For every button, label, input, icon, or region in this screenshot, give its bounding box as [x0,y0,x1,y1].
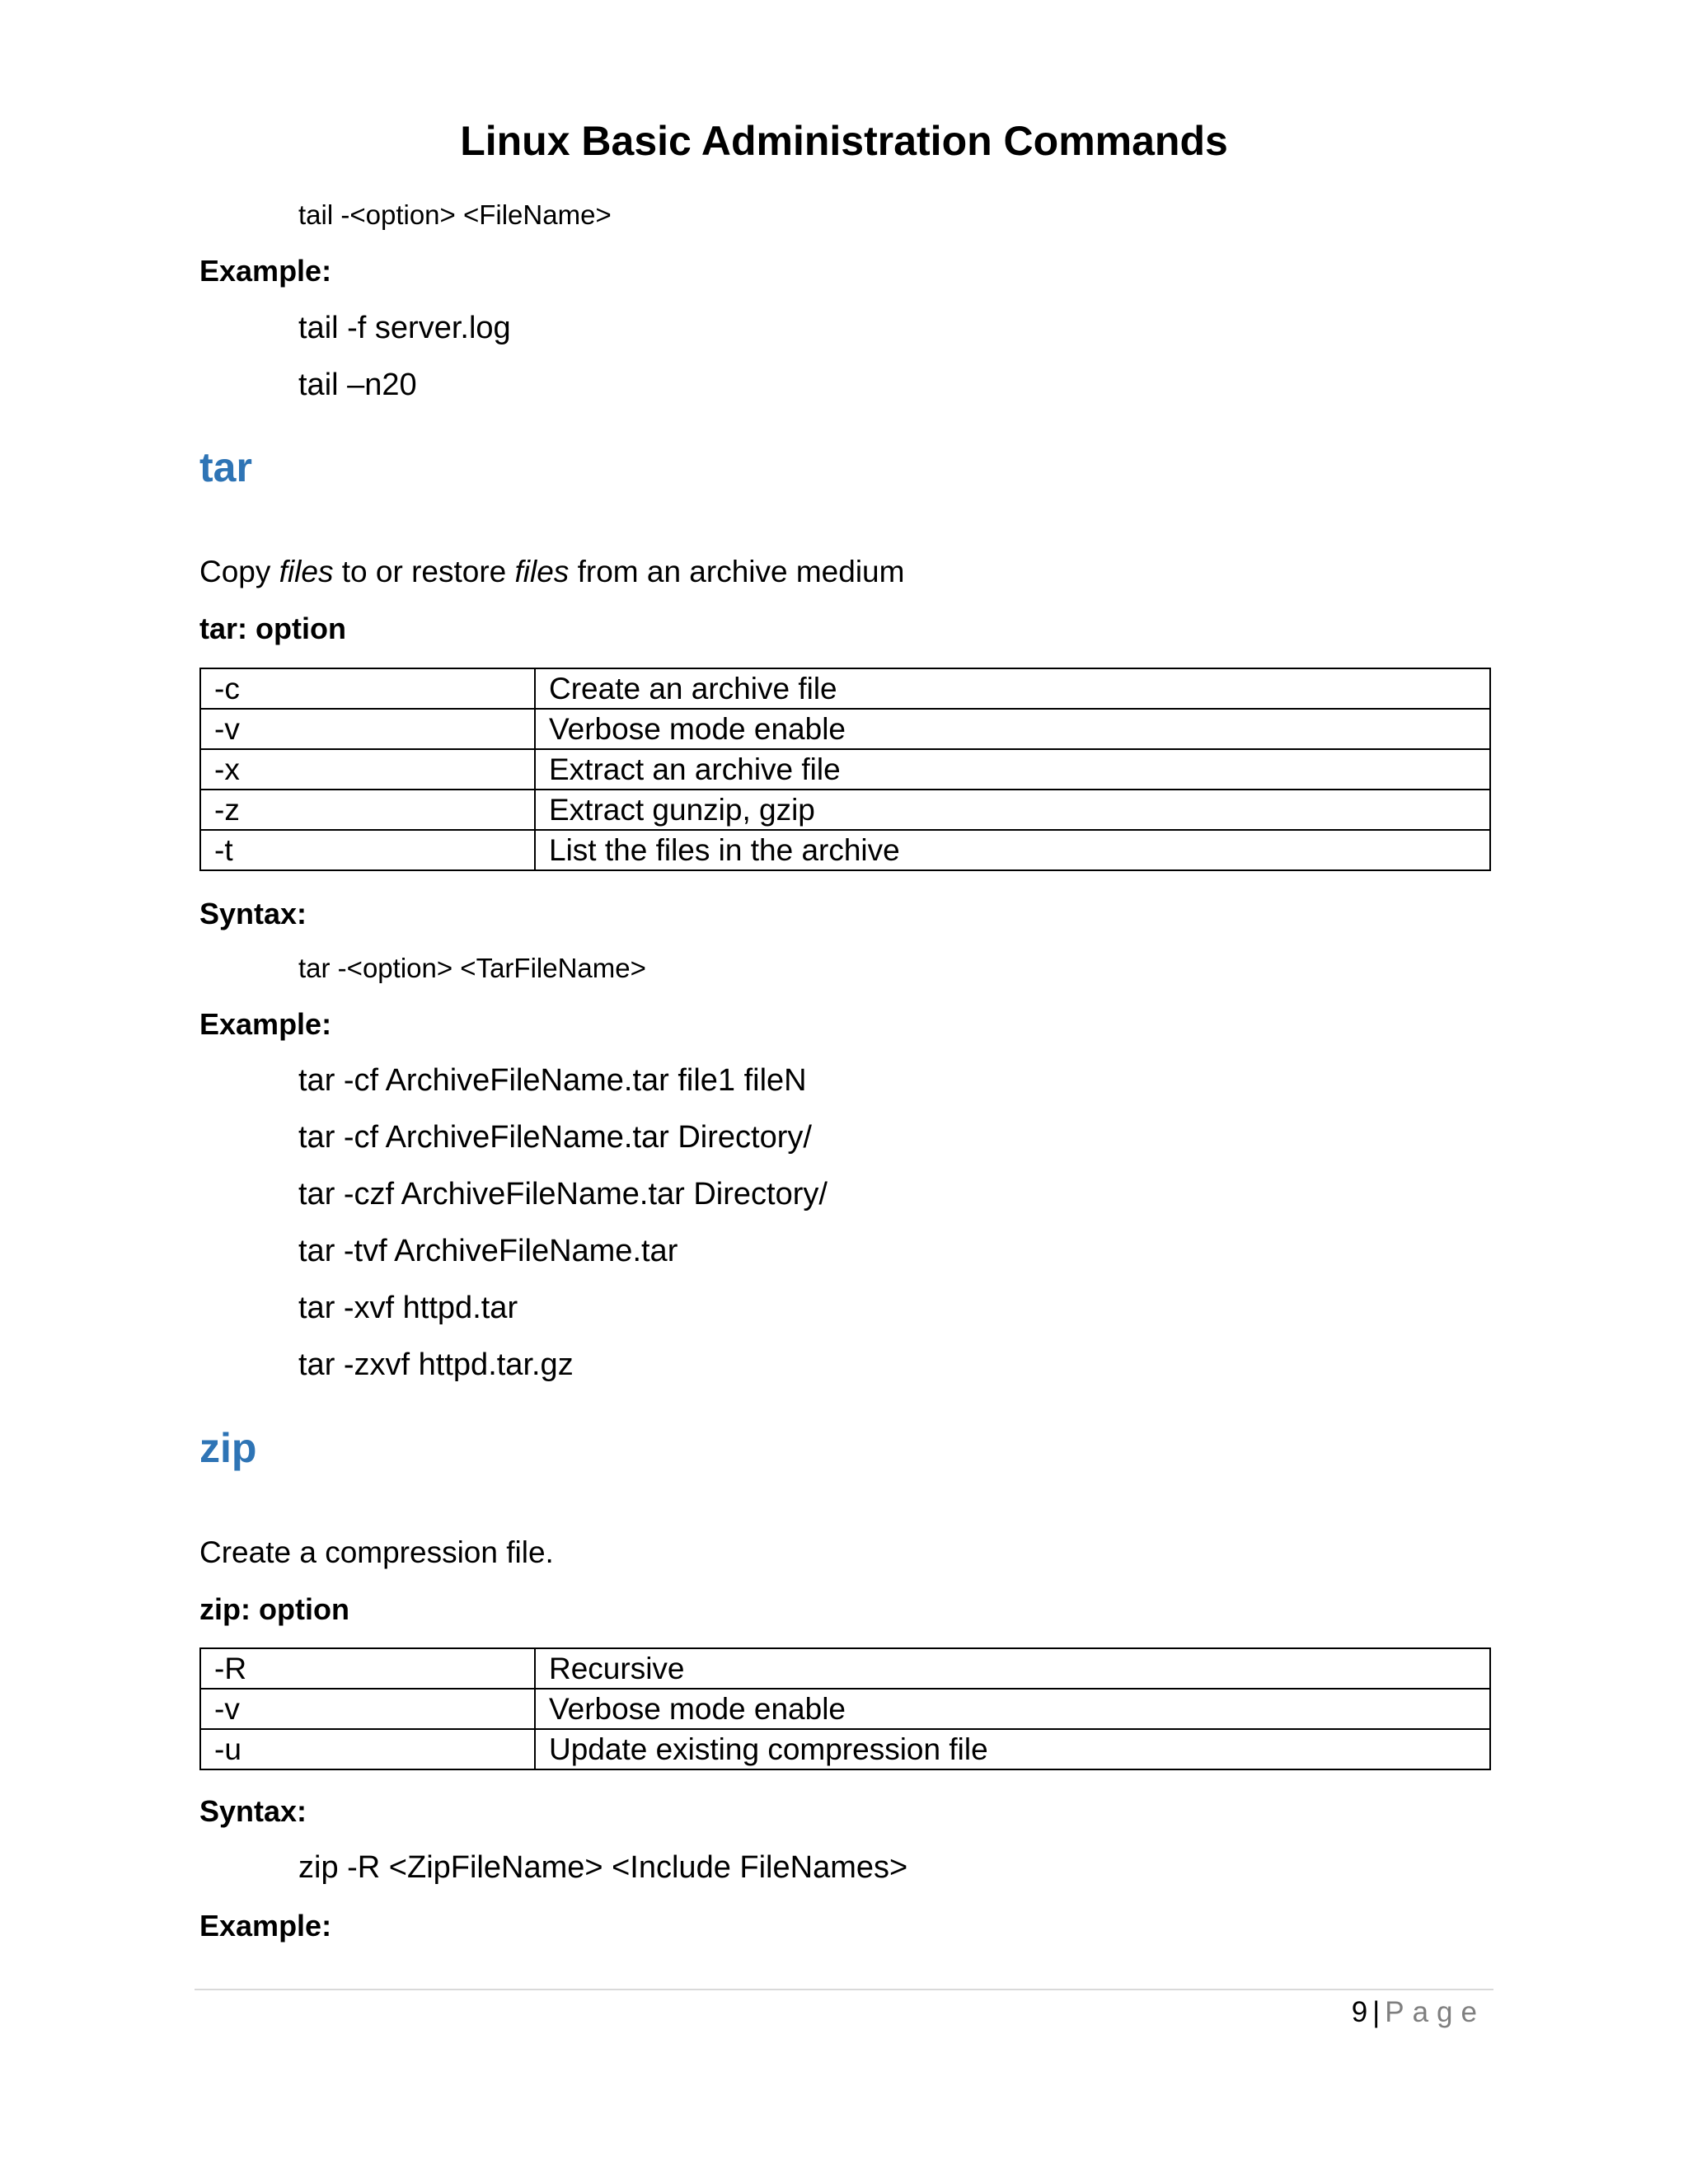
option-flag: -t [200,830,535,870]
document-title: Linux Basic Administration Commands [460,118,1228,164]
table-row [200,749,1490,790]
page-word: Page [1385,1996,1485,2028]
tar-options-table [199,668,1491,871]
tail-example-label: Example: [199,254,332,288]
page-footer [1352,1996,1485,2029]
zip-syntax-label: Syntax: [199,1794,307,1828]
option-description: List the files in the archive [535,830,1490,870]
option-description: Verbose mode enable [535,709,1490,749]
tar-example-2: tar -cf ArchiveFileName.tar Directory/ [298,1120,812,1155]
tail-syntax-line: tail -<option> <FileName> [298,199,612,230]
zip-description: Create a compression file. [199,1535,554,1569]
footer-separator: | [1372,1996,1381,2028]
option-description: Extract an archive file [535,749,1490,790]
zip-options-table [199,1647,1491,1770]
zip-heading: zip [199,1425,257,1471]
table-row [200,668,1490,709]
tar-heading: tar [199,444,252,490]
tar-syntax-line: tar -<option> <TarFileName> [298,953,646,983]
tar-example-6: tar -zxvf httpd.tar.gz [298,1347,574,1382]
option-flag: -R [200,1648,535,1689]
table-row [200,1729,1490,1769]
tail-example-1: tail -f server.log [298,311,511,345]
page-number: 9 [1351,1996,1368,2028]
option-description: Extract gunzip, gzip [535,790,1490,830]
zip-syntax-line: zip -R <ZipFileName> <Include FileNames> [298,1850,908,1885]
table-row [200,1689,1490,1729]
option-description: Recursive [535,1648,1490,1689]
tar-description-italic-files-2: files [514,555,570,588]
tar-description-italic-files-1: files [279,555,334,588]
tail-example-2: tail –n20 [298,368,417,402]
option-description: Verbose mode enable [535,1689,1490,1729]
tar-description: Copy files to or restore files from an archive medium [199,555,905,588]
tar-example-1: tar -cf ArchiveFileName.tar file1 fileN [298,1063,807,1098]
option-flag: -u [200,1729,535,1769]
tar-example-5: tar -xvf httpd.tar [298,1291,518,1325]
option-flag: -z [200,790,535,830]
tar-example-label: Example: [199,1007,332,1041]
option-description: Update existing compression file [535,1729,1490,1769]
tar-options-label: tar: option [199,612,346,645]
table-row [200,1648,1490,1689]
table-row [200,709,1490,749]
tar-example-3: tar -czf ArchiveFileName.tar Directory/ [298,1177,828,1212]
footer-divider [195,1989,1493,1990]
zip-options-label: zip: option [199,1592,349,1626]
option-flag: -c [200,668,535,709]
option-flag: -v [200,1689,535,1729]
zip-example-label: Example: [199,1909,332,1943]
table-row [200,790,1490,830]
tar-syntax-label: Syntax: [199,897,307,930]
option-flag: -x [200,749,535,790]
tar-example-4: tar -tvf ArchiveFileName.tar [298,1234,678,1268]
table-row [200,830,1490,870]
option-flag: -v [200,709,535,749]
option-description: Create an archive file [535,668,1490,709]
